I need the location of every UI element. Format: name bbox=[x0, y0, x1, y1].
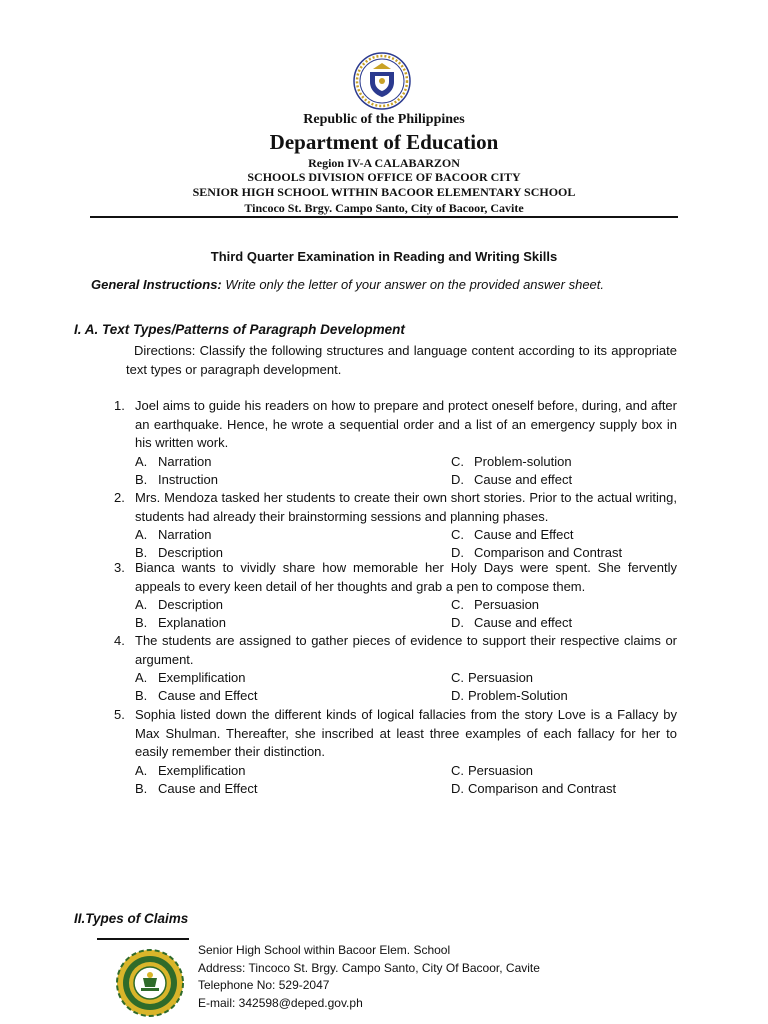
option-b: B. Explanation bbox=[135, 615, 226, 630]
section-1-heading: I. A. Text Types/Patterns of Paragraph Development bbox=[74, 322, 405, 337]
footer-contact bbox=[198, 942, 540, 1012]
option-c: C. Problem-solution bbox=[451, 453, 572, 469]
question-options bbox=[135, 596, 677, 632]
option-d: D. Cause and effect bbox=[451, 471, 573, 487]
option-a: A. Narration bbox=[135, 527, 212, 542]
question-number: 4. bbox=[114, 633, 125, 648]
question-options bbox=[135, 453, 677, 489]
general-instructions bbox=[91, 277, 604, 292]
option-d: D. Comparison and Contrast bbox=[451, 780, 617, 796]
option-b: B. Description bbox=[135, 545, 224, 560]
question-stem: Sophia listed down the different kinds of logical fallacies from the story Love is a Fallacy by Max Shulman. Thereafter, she inscribed at least three examples of each fallacy for her to easily remember their distinction. bbox=[135, 707, 677, 759]
option-c: C. Persuasion bbox=[451, 762, 534, 778]
question-stem: Joel aims to guide his readers on how to prepare and protect oneself before, during, and after an earthquake. Hence, he wrote a sequential order and a list of an emergency supply box in his written work. bbox=[135, 398, 677, 450]
footer-school: Senior High School within Bacoor Elem. School bbox=[198, 943, 451, 957]
option-d: D. Problem-Solution bbox=[451, 688, 568, 703]
question-number: 2. bbox=[114, 490, 125, 505]
footer-address: Address: Tincoco St. Brgy. Campo Santo, City Of Bacoor, Cavite bbox=[198, 960, 540, 975]
question-4 bbox=[114, 632, 677, 705]
school-gear-logo-icon bbox=[115, 948, 185, 1018]
header-department: Department of Education bbox=[269, 130, 499, 154]
question-stem: Mrs. Mendoza tasked her students to create their own short stories. Prior to the actual writing, students had already their brainstorming sessions and planning phases. bbox=[135, 490, 677, 524]
question-number: 3. bbox=[114, 560, 125, 575]
option-a: A. Exemplification bbox=[135, 762, 246, 778]
footer-divider bbox=[97, 938, 189, 940]
header-address: Tincoco St. Brgy. Campo Santo, City of Bacoor, Cavite bbox=[244, 201, 524, 215]
question-stem: Bianca wants to vividly share how memorable her Holy Days were spent. She fervently appeals to every keen detail of her thoughts and grab a pen to compose them. bbox=[135, 560, 677, 594]
question-5 bbox=[114, 706, 677, 798]
question-options bbox=[135, 762, 677, 798]
general-instructions-text: Write only the letter of your answer on the provided answer sheet. bbox=[225, 277, 605, 292]
question-1 bbox=[114, 397, 677, 489]
footer-email: E-mail: 342598@deped.gov.ph bbox=[198, 995, 363, 1010]
option-a: A. Narration bbox=[135, 453, 212, 469]
header-division: SCHOOLS DIVISION OFFICE OF BACOOR CITY bbox=[247, 170, 521, 184]
general-instructions-label: General Instructions: bbox=[91, 277, 222, 292]
option-b: B. Cause and Effect bbox=[135, 688, 258, 703]
option-c: C. Cause and Effect bbox=[451, 527, 574, 542]
option-d: D. Comparison and Contrast bbox=[451, 545, 623, 560]
option-d: D. Cause and effect bbox=[451, 615, 573, 630]
question-2 bbox=[114, 489, 677, 562]
header-school: SENIOR HIGH SCHOOL WITHIN BACOOR ELEMENTARY SCHOOL bbox=[192, 185, 576, 199]
option-a: A. Description bbox=[135, 597, 224, 612]
option-b: B. Cause and Effect bbox=[135, 780, 258, 796]
section-1-directions: Directions: Classify the following structures and language content according to its appropriate text types or paragraph development. bbox=[126, 343, 677, 377]
option-b: B. Instruction bbox=[135, 471, 218, 487]
exam-title: Third Quarter Examination in Reading and Writing Skills bbox=[210, 249, 558, 264]
question-options bbox=[135, 526, 677, 562]
question-3 bbox=[114, 559, 677, 632]
option-c: C. Persuasion bbox=[451, 670, 534, 685]
question-number: 1. bbox=[114, 398, 125, 413]
header-republic: Republic of the Philippines bbox=[303, 112, 465, 127]
deped-seal-icon bbox=[353, 52, 411, 110]
question-number: 5. bbox=[114, 707, 125, 722]
question-stem: The students are assigned to gather pieces of evidence to support their respective claims or argument. bbox=[135, 633, 677, 667]
footer-telephone: Telephone No: 529-2047 bbox=[198, 978, 330, 992]
header-region: Region IV-A CALABARZON bbox=[308, 156, 460, 170]
header-divider bbox=[90, 216, 678, 218]
option-a: A. Exemplification bbox=[135, 670, 246, 685]
option-c: C. Persuasion bbox=[451, 597, 540, 612]
section-2-heading: II.Types of Claims bbox=[74, 911, 189, 926]
question-options bbox=[135, 669, 677, 705]
